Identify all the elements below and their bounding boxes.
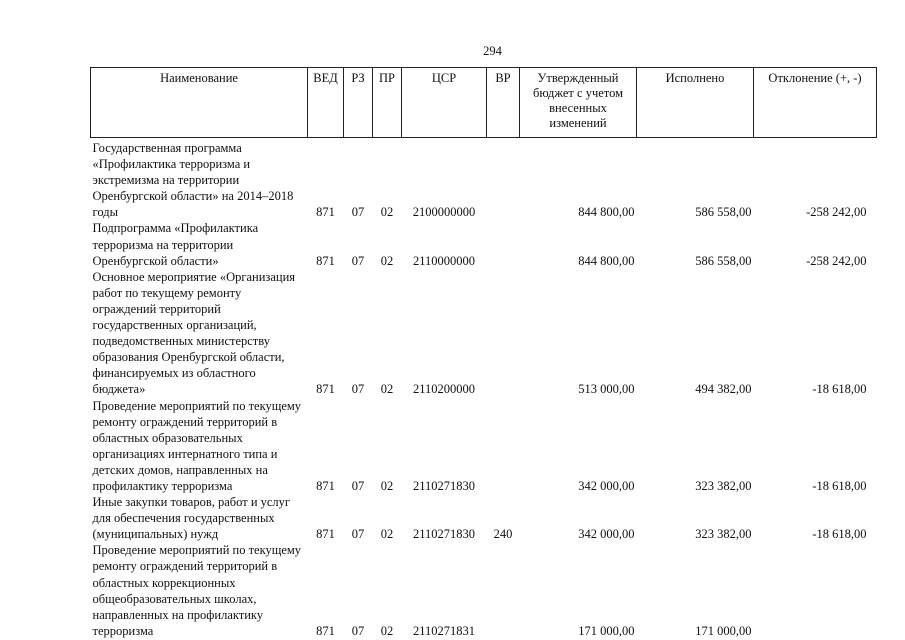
row-deviation: [754, 542, 877, 639]
table-row: [91, 542, 877, 639]
row-executed: 323 382,00: [695, 527, 752, 542]
row-executed: 586 558,00: [695, 205, 752, 220]
row-csr: 2110271830: [412, 527, 476, 542]
header-executed: Исполнено: [637, 68, 754, 138]
row-approved: 513 000,00: [578, 382, 635, 397]
row-executed: 494 382,00: [695, 382, 752, 397]
row-pr: 02: [380, 527, 394, 542]
row-approved: 342 000,00: [578, 527, 635, 542]
row-deviation: -18 618,00: [812, 527, 867, 542]
row-executed: 586 558,00: [695, 253, 752, 268]
row-approved: 171 000,00: [578, 623, 635, 638]
table-header: [91, 68, 877, 138]
row-csr: 2110200000: [412, 382, 476, 397]
row-approved: 844 800,00: [578, 205, 635, 220]
table-row: [91, 494, 877, 542]
row-csr: 2110271831: [412, 623, 476, 638]
row-vr: [487, 220, 520, 268]
table-row: [91, 138, 877, 221]
row-vr: [487, 398, 520, 495]
row-csr: 2110000000: [412, 253, 476, 268]
row-ved: 871: [316, 253, 335, 268]
row-name: Основное мероприятие «Организация работ по текущему ремонту ограждений территорий государственных организаций, подведомственных министерству образования Оренбургской области, финансируемых из областного бюджета»: [92, 269, 296, 397]
row-name: Проведение мероприятий по текущему ремонту ограждений территорий в областных коррекционных общеобразовательных школах, направленных на профилактику терроризма: [92, 543, 302, 638]
table-row: [91, 398, 877, 495]
row-deviation: -258 242,00: [806, 205, 867, 220]
row-deviation: -18 618,00: [812, 382, 867, 397]
row-rz: 07: [351, 382, 365, 397]
row-ved: 871: [316, 623, 335, 638]
row-vr: [487, 542, 520, 639]
row-executed: 323 382,00: [695, 478, 752, 493]
header-ved: ВЕД: [308, 68, 344, 138]
row-name: Государственная программа «Профилактика терроризма и экстремизма на территории Оренбургской области» на 2014–2018 годы: [92, 141, 294, 220]
header-rz: РЗ: [344, 68, 373, 138]
row-name: Подпрограмма «Профилактика терроризма на территории Оренбургской области»: [92, 221, 259, 268]
row-rz: 07: [351, 205, 365, 220]
row-rz: 07: [351, 253, 365, 268]
table-body: [91, 138, 877, 639]
row-vr: 240: [493, 527, 513, 542]
budget-table: [90, 67, 877, 639]
row-rz: 07: [351, 623, 365, 638]
row-pr: 02: [380, 478, 394, 493]
row-name: Иные закупки товаров, работ и услуг для обеспечения государственных (муниципальных) нужд: [92, 495, 291, 542]
row-vr: [487, 269, 520, 398]
row-pr: 02: [380, 623, 394, 638]
header-approved: Утвержденный бюджет с учетом внесенных изменений: [520, 68, 637, 138]
row-approved: 342 000,00: [578, 478, 635, 493]
row-ved: 871: [316, 527, 335, 542]
row-approved: 844 800,00: [578, 253, 635, 268]
row-csr: 2110271830: [412, 478, 476, 493]
header-name: Наименование: [91, 68, 308, 138]
page-number: 294: [483, 44, 502, 58]
header-vr: ВР: [487, 68, 520, 138]
row-ved: 871: [316, 478, 335, 493]
row-deviation: -258 242,00: [806, 253, 867, 268]
row-ved: 871: [316, 382, 335, 397]
header-deviation: Отклонение (+, -): [754, 68, 877, 138]
row-rz: 07: [351, 527, 365, 542]
row-pr: 02: [380, 253, 394, 268]
row-name: Проведение мероприятий по текущему ремонту ограждений территорий в областных образовательных организациях интернатного типа и детских домов, направленных на профилактику терроризма: [92, 398, 302, 493]
row-deviation: -18 618,00: [812, 478, 867, 493]
row-vr: [487, 138, 520, 221]
table-row: [91, 269, 877, 398]
header-pr: ПР: [373, 68, 402, 138]
table-row: [91, 220, 877, 268]
row-csr: 2100000000: [412, 205, 476, 220]
header-csr: ЦСР: [402, 68, 487, 138]
row-rz: 07: [351, 478, 365, 493]
row-ved: 871: [316, 205, 335, 220]
row-pr: 02: [380, 382, 394, 397]
row-pr: 02: [380, 205, 394, 220]
row-executed: 171 000,00: [695, 623, 752, 638]
